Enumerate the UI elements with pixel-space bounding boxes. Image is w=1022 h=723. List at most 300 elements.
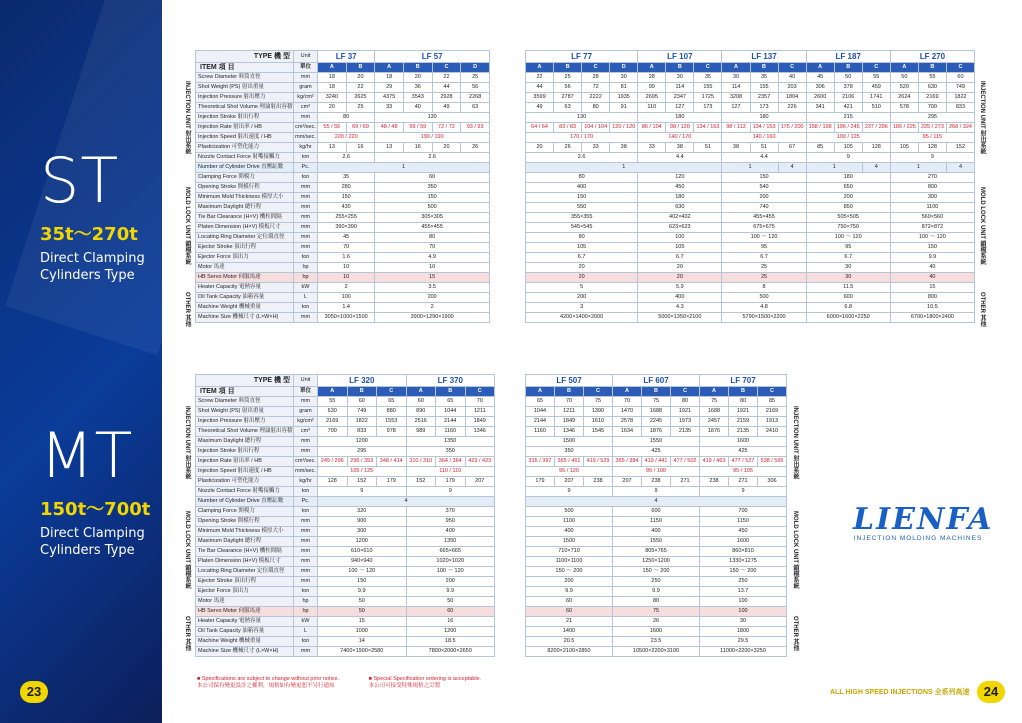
spec-value: 1330×1275 bbox=[700, 557, 787, 567]
row-unit: L bbox=[294, 293, 318, 303]
mt-right-sub-3: A bbox=[613, 387, 642, 397]
table-row bbox=[196, 313, 490, 323]
spec-value: 28 bbox=[582, 73, 610, 83]
spec-value: 3900×1290×1900 bbox=[375, 313, 490, 323]
spec-value: 140 / 170 bbox=[638, 133, 722, 143]
spec-value: 95 bbox=[722, 243, 806, 253]
spec-value: 30 bbox=[610, 73, 638, 83]
spec-value: 150 bbox=[722, 173, 806, 183]
table-row bbox=[196, 517, 495, 527]
row-label: Shot Weight (PS) 射出重量 bbox=[196, 407, 294, 417]
spec-value: 9.9 bbox=[526, 587, 613, 597]
row-unit: mm bbox=[294, 243, 318, 253]
spec-value: 630 bbox=[318, 407, 348, 417]
spec-value: 1913 bbox=[758, 417, 787, 427]
spec-value: 271 bbox=[671, 477, 700, 487]
table-row bbox=[196, 497, 495, 507]
mt-left-model-0: LF 320 bbox=[318, 375, 407, 387]
spec-value: 75 bbox=[613, 607, 700, 617]
spec-value: 4.8 bbox=[722, 303, 806, 313]
spec-value: 95 / 115 bbox=[890, 133, 974, 143]
spec-value: 13.7 bbox=[700, 587, 787, 597]
table-row bbox=[196, 607, 495, 617]
mt-left-sub-5: C bbox=[465, 387, 495, 397]
row-label: Injection Rate 射出率 / HB bbox=[196, 123, 294, 133]
st-left-sub-3: B bbox=[403, 63, 432, 73]
spec-value: 3 bbox=[526, 303, 638, 313]
table-row bbox=[196, 173, 490, 183]
spec-value: 86 / 104 bbox=[638, 123, 666, 133]
table-row bbox=[196, 597, 495, 607]
spec-value: 978 bbox=[377, 427, 407, 437]
note-1-zh: 本公司保有變更設計之權利，規格如有變更恕不另行通知 bbox=[197, 683, 335, 689]
spec-value: 110 bbox=[638, 103, 666, 113]
spec-value: 134 / 153 bbox=[750, 123, 778, 133]
mt-right-model-2: LF 707 bbox=[700, 375, 787, 387]
table-row bbox=[526, 407, 787, 417]
spec-value: 30 bbox=[806, 273, 890, 283]
table-row bbox=[526, 547, 787, 557]
spec-value: 890 bbox=[406, 407, 436, 417]
spec-value: 196 / 245 bbox=[834, 123, 862, 133]
spec-value: 365 / 461 bbox=[555, 457, 584, 467]
spec-value: 364 / 364 bbox=[436, 457, 466, 467]
spec-value: 60 bbox=[526, 597, 613, 607]
spec-value: 70 bbox=[613, 397, 642, 407]
row-unit: cm³ bbox=[294, 103, 318, 113]
row-unit: ton bbox=[294, 507, 318, 517]
spec-value: 26 bbox=[461, 143, 490, 153]
row-unit: mm bbox=[294, 183, 318, 193]
mt-right-injection-label: INJECTION UNIT 射出系統 bbox=[792, 406, 798, 480]
spec-value: 35 bbox=[318, 173, 375, 183]
spec-value: 155 bbox=[750, 83, 778, 93]
st-series-block bbox=[40, 144, 145, 284]
table-row bbox=[526, 517, 787, 527]
spec-value: 56 bbox=[554, 83, 582, 93]
spec-value: 65 bbox=[377, 397, 407, 407]
spec-value: 38 bbox=[666, 143, 694, 153]
spec-value: 100 / 125 bbox=[806, 133, 890, 143]
spec-value: 310 / 310 bbox=[406, 457, 436, 467]
st-right-sub-2: C bbox=[582, 63, 610, 73]
spec-value: 55 / 55 bbox=[318, 123, 347, 133]
st-left-mold-label: MOLD LOCK UNIT 鎖模系統 bbox=[184, 187, 190, 265]
spec-value: 477 / 527 bbox=[729, 457, 758, 467]
spec-value: 114 bbox=[722, 83, 750, 93]
spec-value: 1550 bbox=[613, 537, 700, 547]
table-row bbox=[526, 193, 975, 203]
spec-value: 578 bbox=[890, 103, 918, 113]
spec-value: 1 bbox=[806, 163, 862, 173]
spec-value: 44 bbox=[526, 83, 554, 93]
spec-value: 16 bbox=[406, 617, 495, 627]
table-row bbox=[526, 417, 787, 427]
mt-series-block bbox=[40, 419, 151, 559]
spec-value: 2135 bbox=[671, 427, 700, 437]
row-unit: mm bbox=[294, 547, 318, 557]
spec-value: 1 bbox=[890, 163, 946, 173]
spec-value: 9 bbox=[613, 487, 700, 497]
spec-value: 45 bbox=[318, 233, 375, 243]
table-row bbox=[526, 173, 975, 183]
spec-value: 3599 bbox=[526, 93, 554, 103]
row-unit: mm bbox=[294, 203, 318, 213]
row-label: Opening Stroke 開模行程 bbox=[196, 183, 294, 193]
row-label: Platen Dimension (H×V) 模板尺寸 bbox=[196, 223, 294, 233]
spec-value: 350 bbox=[406, 447, 495, 457]
spec-value: 10 bbox=[318, 263, 375, 273]
spec-value: 10 bbox=[375, 263, 490, 273]
spec-value: 10 bbox=[318, 273, 375, 283]
spec-value: 180 bbox=[722, 113, 806, 123]
table-row bbox=[526, 397, 787, 407]
spec-value: 238 bbox=[700, 477, 729, 487]
spec-value: 95 / 120 bbox=[526, 467, 613, 477]
st-right-model-4: LF 270 bbox=[890, 51, 974, 63]
table-row bbox=[196, 457, 495, 467]
spec-value: 23.5 bbox=[613, 637, 700, 647]
row-label: Machine Weight 機械重量 bbox=[196, 303, 294, 313]
st-right-sub-5: B bbox=[666, 63, 694, 73]
table-row bbox=[526, 113, 975, 123]
mt-left-injection-label: INJECTION UNIT 射出系統 bbox=[184, 406, 190, 480]
row-unit: mm bbox=[294, 233, 318, 243]
row-label: Tie Bar Clearance (H×V) 機柱間隔 bbox=[196, 547, 294, 557]
table-row bbox=[196, 103, 490, 113]
spec-value: 40 bbox=[778, 73, 806, 83]
spec-value: 740 bbox=[722, 203, 806, 213]
spec-value: 1500 bbox=[526, 537, 613, 547]
spec-value: 20 bbox=[346, 73, 375, 83]
row-unit: mm bbox=[294, 577, 318, 587]
spec-value: 370 bbox=[406, 507, 495, 517]
spec-value: 80 bbox=[729, 397, 758, 407]
spec-value: 1390 bbox=[584, 407, 613, 417]
spec-value: 29 bbox=[375, 83, 404, 93]
spec-value: 35 bbox=[694, 73, 722, 83]
spec-value: 200 bbox=[406, 577, 495, 587]
spec-value: 860×810 bbox=[700, 547, 787, 557]
spec-value: 100 ～ 120 bbox=[806, 233, 890, 243]
mt-desc-1: Direct Clamping bbox=[40, 526, 145, 541]
table-row bbox=[526, 283, 975, 293]
spec-value: 238 bbox=[584, 477, 613, 487]
spec-value: 306 bbox=[806, 83, 834, 93]
spec-value: 1250×1200 bbox=[613, 557, 700, 567]
spec-value: 296 / 353 bbox=[347, 457, 377, 467]
spec-value: 50 bbox=[890, 73, 918, 83]
spec-value: 710×710 bbox=[526, 547, 613, 557]
spec-value: 20 bbox=[403, 73, 432, 83]
spec-value: 9 bbox=[318, 487, 407, 497]
spec-value: 872×872 bbox=[890, 223, 974, 233]
table-row bbox=[196, 427, 495, 437]
spec-value: 100 bbox=[638, 233, 722, 243]
row-unit: cm³/sec. bbox=[294, 123, 318, 133]
table-row bbox=[526, 637, 787, 647]
spec-value: 134 / 163 bbox=[694, 123, 722, 133]
spec-value: 26 bbox=[613, 617, 700, 627]
unit-header: Unit bbox=[294, 51, 318, 63]
spec-value: 65 bbox=[526, 397, 555, 407]
mt-spec-table-right bbox=[525, 374, 787, 657]
spec-value: 33 bbox=[375, 103, 404, 113]
spec-value: 250 bbox=[700, 577, 787, 587]
spec-value: 2169 bbox=[758, 407, 787, 417]
table-row bbox=[526, 597, 787, 607]
spec-value: 51 bbox=[750, 143, 778, 153]
table-row bbox=[526, 497, 787, 507]
spec-value: 1346 bbox=[555, 427, 584, 437]
spec-value: 355×355 bbox=[526, 213, 638, 223]
spec-value: 83 / 83 bbox=[554, 123, 582, 133]
mt-right-sub-2: C bbox=[584, 387, 613, 397]
st-left-model-0: LF 37 bbox=[318, 51, 375, 63]
spec-value: 150 ～ 200 bbox=[613, 567, 700, 577]
spec-value: 18 bbox=[318, 73, 347, 83]
table-row bbox=[196, 567, 495, 577]
left-blue-panel bbox=[0, 0, 162, 723]
spec-value: 150 ～ 200 bbox=[700, 567, 787, 577]
spec-value: 60 bbox=[406, 607, 495, 617]
spec-value: 98 / 120 bbox=[666, 123, 694, 133]
table-row bbox=[526, 183, 975, 193]
row-label: Platen Dimension (H×V) 模板尺寸 bbox=[196, 557, 294, 567]
spec-value: 700 bbox=[318, 427, 348, 437]
spec-value: 11000×2200×3250 bbox=[700, 647, 787, 657]
mt-left-mold-label: MOLD LOCK UNIT 鎖模系統 bbox=[184, 511, 190, 589]
spec-value: 29.5 bbox=[700, 637, 787, 647]
spec-value: 249 / 296 bbox=[318, 457, 348, 467]
spec-value: 630 bbox=[918, 83, 946, 93]
table-row bbox=[196, 133, 490, 143]
table-row bbox=[196, 637, 495, 647]
table-row bbox=[526, 487, 787, 497]
spec-value: 98 / 113 bbox=[722, 123, 750, 133]
spec-value: 95 bbox=[806, 243, 890, 253]
spec-value: 7400×1900×2580 bbox=[318, 647, 407, 657]
spec-value: 1400 bbox=[526, 627, 613, 637]
spec-value: 1044 bbox=[526, 407, 555, 417]
row-label: Nozzle Contact Force 射嘴接觸力 bbox=[196, 153, 294, 163]
spec-value: 155 bbox=[694, 83, 722, 93]
st-right-injection-label: INJECTION UNIT 射出系統 bbox=[979, 81, 985, 155]
row-unit: Pc. bbox=[294, 163, 318, 173]
st-right-sub-15: C bbox=[946, 63, 974, 73]
spec-value: 2695 bbox=[638, 93, 666, 103]
table-row bbox=[526, 507, 787, 517]
spec-value: 110 / 110 bbox=[406, 467, 495, 477]
spec-value: 75 bbox=[642, 397, 671, 407]
spec-value: 3208 bbox=[722, 93, 750, 103]
table-row bbox=[526, 223, 975, 233]
spec-value: 2600 bbox=[806, 93, 834, 103]
spec-value: 203 bbox=[778, 83, 806, 93]
spec-value: 20 bbox=[318, 103, 347, 113]
row-unit: mm bbox=[294, 73, 318, 83]
row-label: Machine Weight 機械重量 bbox=[196, 637, 294, 647]
spec-value: 6700×1800×2400 bbox=[890, 313, 974, 323]
note-1 bbox=[197, 676, 353, 690]
st-right-sub-7: A bbox=[722, 63, 750, 73]
spec-value: 18 bbox=[375, 73, 404, 83]
spec-value: 36 bbox=[403, 83, 432, 93]
spec-value: 378 bbox=[834, 83, 862, 93]
row-unit: mm/sec. bbox=[294, 133, 318, 143]
row-unit: ton bbox=[294, 173, 318, 183]
spec-value: 402×402 bbox=[638, 213, 722, 223]
spec-value: 348 / 414 bbox=[377, 457, 407, 467]
row-label: Machine Size 機械尺寸 (L×W×H) bbox=[196, 313, 294, 323]
spec-value: 80 bbox=[613, 597, 700, 607]
row-label: Number of Cylinder Drive 直壓缸數 bbox=[196, 163, 294, 173]
spec-value: 51 bbox=[694, 143, 722, 153]
spec-value: 226 bbox=[778, 103, 806, 113]
spec-value: 69 / 69 bbox=[346, 123, 375, 133]
spec-value: 238 bbox=[642, 477, 671, 487]
row-label: Motor 馬達 bbox=[196, 597, 294, 607]
table-row bbox=[196, 143, 490, 153]
spec-value: 4375 bbox=[375, 93, 404, 103]
table-row bbox=[196, 487, 495, 497]
mt-left-model-1: LF 370 bbox=[406, 375, 495, 387]
spec-value: 173 bbox=[694, 103, 722, 113]
spec-value: 120 / 120 bbox=[610, 123, 638, 133]
spec-value: 1973 bbox=[671, 417, 700, 427]
spec-value: 75 bbox=[700, 397, 729, 407]
table-row bbox=[526, 143, 975, 153]
spec-value: 60 bbox=[406, 397, 436, 407]
table-row bbox=[526, 93, 975, 103]
mt-right-mold-label: MOLD LOCK UNIT 鎖模系統 bbox=[792, 511, 798, 589]
spec-value: 13 bbox=[318, 143, 347, 153]
spec-value: 80 bbox=[526, 173, 638, 183]
st-left-other-label: OTHER 其他 bbox=[184, 291, 190, 327]
spec-value: 350 bbox=[526, 447, 613, 457]
spec-value: 4 bbox=[946, 163, 974, 173]
spec-value: 128 bbox=[918, 143, 946, 153]
spec-value: 1470 bbox=[613, 407, 642, 417]
spec-value: 4.4 bbox=[722, 153, 806, 163]
spec-value: 2457 bbox=[700, 417, 729, 427]
spec-value: 520 bbox=[890, 83, 918, 93]
row-unit: mm bbox=[294, 193, 318, 203]
spec-value: 6.8 bbox=[806, 303, 890, 313]
spec-value: 207 bbox=[465, 477, 495, 487]
spec-value: 3050×1000×1500 bbox=[318, 313, 375, 323]
table-row bbox=[196, 397, 495, 407]
row-unit: hp bbox=[294, 607, 318, 617]
note-2 bbox=[369, 676, 495, 690]
spec-value: 114 bbox=[666, 83, 694, 93]
spec-value: 14 bbox=[318, 637, 407, 647]
row-unit: ton bbox=[294, 637, 318, 647]
spec-value: 749 bbox=[946, 83, 974, 93]
row-label: Injection Speed 射出速度 / HB bbox=[196, 467, 294, 477]
spec-value: 2625 bbox=[346, 93, 375, 103]
row-label: Injection Pressure 射出壓力 bbox=[196, 93, 294, 103]
table-row bbox=[526, 537, 787, 547]
spec-value: 270 bbox=[890, 173, 974, 183]
spec-value: 70 bbox=[375, 243, 490, 253]
spec-value: 20 bbox=[526, 143, 554, 153]
spec-value: 1921 bbox=[729, 407, 758, 417]
row-unit: mm bbox=[294, 517, 318, 527]
spec-value: 2624 bbox=[890, 93, 918, 103]
lienfa-logo bbox=[853, 502, 994, 542]
spec-value: 25 bbox=[346, 103, 375, 113]
spec-value: 150 bbox=[318, 193, 375, 203]
item-label: ITEM 項 目 bbox=[196, 387, 294, 397]
table-row bbox=[196, 73, 490, 83]
spec-value: 430 bbox=[318, 203, 375, 213]
spec-value: 22 bbox=[432, 73, 461, 83]
spec-value: 200 bbox=[806, 193, 890, 203]
spec-value: 15 bbox=[318, 617, 407, 627]
table-row bbox=[526, 83, 975, 93]
row-label: Machine Size 機械尺寸 (L×W×H) bbox=[196, 647, 294, 657]
spec-value: 173 bbox=[750, 103, 778, 113]
row-label: Ejector Force 頂出力 bbox=[196, 253, 294, 263]
spec-value: 48 / 48 bbox=[375, 123, 404, 133]
spec-value: 450 bbox=[638, 183, 722, 193]
spec-value: 21 bbox=[526, 617, 613, 627]
spec-value: 237 / 296 bbox=[862, 123, 890, 133]
row-unit: gram bbox=[294, 83, 318, 93]
spec-value: 1100×1100 bbox=[526, 557, 613, 567]
st-left-model-1: LF 57 bbox=[375, 51, 490, 63]
spec-value: 450 bbox=[700, 527, 787, 537]
spec-value: 152 bbox=[406, 477, 436, 487]
row-label: Injection Speed 射出速度 / HB bbox=[196, 133, 294, 143]
table-row bbox=[196, 163, 490, 173]
spec-value: 1160 bbox=[436, 427, 466, 437]
row-unit: mm bbox=[294, 647, 318, 657]
spec-value: 100 ～ 120 bbox=[890, 233, 974, 243]
row-label: Locating Ring Diameter 定位環直徑 bbox=[196, 567, 294, 577]
spec-value: 1500 bbox=[526, 437, 613, 447]
spec-value: 64 / 64 bbox=[526, 123, 554, 133]
spec-value: 1935 bbox=[610, 93, 638, 103]
spec-value: 72 / 72 bbox=[432, 123, 461, 133]
spec-value: 4.3 bbox=[638, 303, 722, 313]
st-left-sub-0: A bbox=[318, 63, 347, 73]
spec-value: 22 bbox=[346, 83, 375, 93]
row-unit: ton bbox=[294, 487, 318, 497]
row-label: Minimum Mold Thickness 模厚大小 bbox=[196, 527, 294, 537]
spec-value: 1725 bbox=[694, 93, 722, 103]
spec-value: 455×455 bbox=[375, 223, 490, 233]
table-row bbox=[196, 213, 490, 223]
spec-value: 49 bbox=[526, 103, 554, 113]
row-label: Maximum Daylight 總行程 bbox=[196, 437, 294, 447]
spec-value: 800 bbox=[890, 183, 974, 193]
spec-value: 9.9 bbox=[613, 587, 700, 597]
spec-value: 207 bbox=[555, 477, 584, 487]
spec-value: 623×623 bbox=[638, 223, 722, 233]
table-row bbox=[526, 133, 975, 143]
spec-value: 180 bbox=[638, 193, 722, 203]
row-unit: ton bbox=[294, 253, 318, 263]
spec-value: 150 ～ 200 bbox=[526, 567, 613, 577]
spec-value: 9 bbox=[890, 153, 974, 163]
row-unit: L bbox=[294, 627, 318, 637]
spec-value: 6.7 bbox=[806, 253, 890, 263]
table-row bbox=[526, 203, 975, 213]
spec-value: 25 bbox=[722, 273, 806, 283]
spec-value: 4 bbox=[862, 163, 890, 173]
